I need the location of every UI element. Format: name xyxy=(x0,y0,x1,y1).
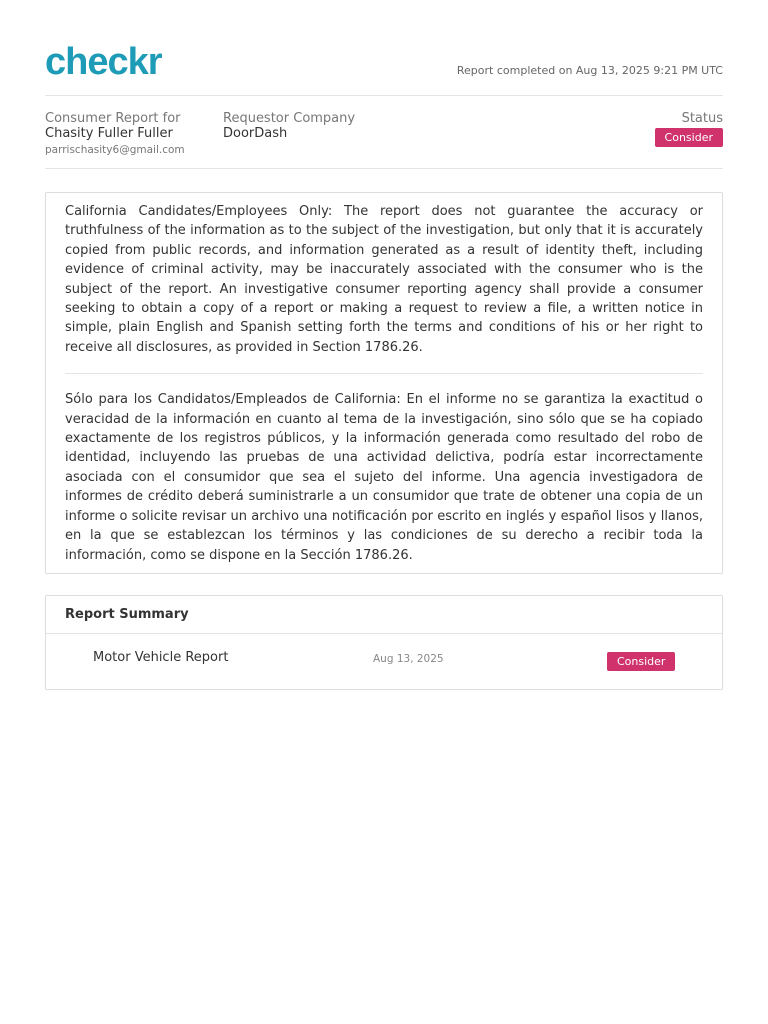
report-page xyxy=(45,0,723,668)
report-meta xyxy=(45,96,723,169)
status-label: Status xyxy=(681,111,723,126)
consumer-info xyxy=(45,111,185,157)
consumer-email: parrischasity6@gmail.com xyxy=(45,144,185,156)
consumer-name: Chasity Fuller Fuller xyxy=(45,126,173,141)
report-summary xyxy=(45,595,723,690)
requestor-name: DoorDash xyxy=(223,126,288,141)
california-disclosure xyxy=(45,192,723,574)
disclosure-english: California Candidates/Employees Only: The report does not guarantee the accuracy or truthfulness of the information as to the subject of the investigation, but only that it is accurately copied from public records, and information generated as a result of identity theft, including evidence of criminal activity, may be inaccurately associated with the consumer who is the subject of the report. An investigative consumer reporting agency shall provide a consumer seeking to obtain a copy of a report or making a request to review a file, a written notice in simple, plain English and Spanish setting forth the terms and conditions of his or her right to receive all disclosures, as provided in Section 1786.26. xyxy=(65,204,703,355)
summary-row-date: Aug 13, 2025 xyxy=(373,653,444,665)
report-header xyxy=(45,0,723,96)
requestor-label: Requestor Company xyxy=(223,111,356,126)
status-info xyxy=(655,111,723,147)
disclosure-spanish: Sólo para los Candidatos/Empleados de California: En el informe no se garantiza la exactitud o veracidad de la información en cuanto al tema de la investigación, sino sólo que se ha copiado exactamente de los registros públicos, y la información generada como resultado del robo de identidad, incluyendo las pruebas de una actividad delictiva, podría estar incorrectamente asociada con el consumidor que sea el sujeto del informe. Una agencia investigadora de informes de crédito deberá suministrarle a un consumidor que trate de obtener una copia de un informe o solicite revisar un archivo una notificación por escrito en inglés y español lisos y llanos, en la que se establezcan los términos y las condiciones de su derecho a recibir toda la información, como se dispone en la Sección 1786.26. xyxy=(65,392,703,563)
consumer-label: Consumer Report for xyxy=(45,111,181,126)
summary-row-status-badge: Consider xyxy=(607,652,675,671)
requestor-info xyxy=(223,111,355,141)
report-completed-date: Report completed on Aug 13, 2025 9:21 PM UTC xyxy=(456,64,723,77)
summary-row[interactable] xyxy=(46,634,722,689)
checkr-logo: checkr xyxy=(45,41,162,83)
summary-row-name[interactable]: Motor Vehicle Report xyxy=(93,650,229,665)
report-summary-title: Report Summary xyxy=(46,596,722,634)
status-badge: Consider xyxy=(655,128,723,147)
